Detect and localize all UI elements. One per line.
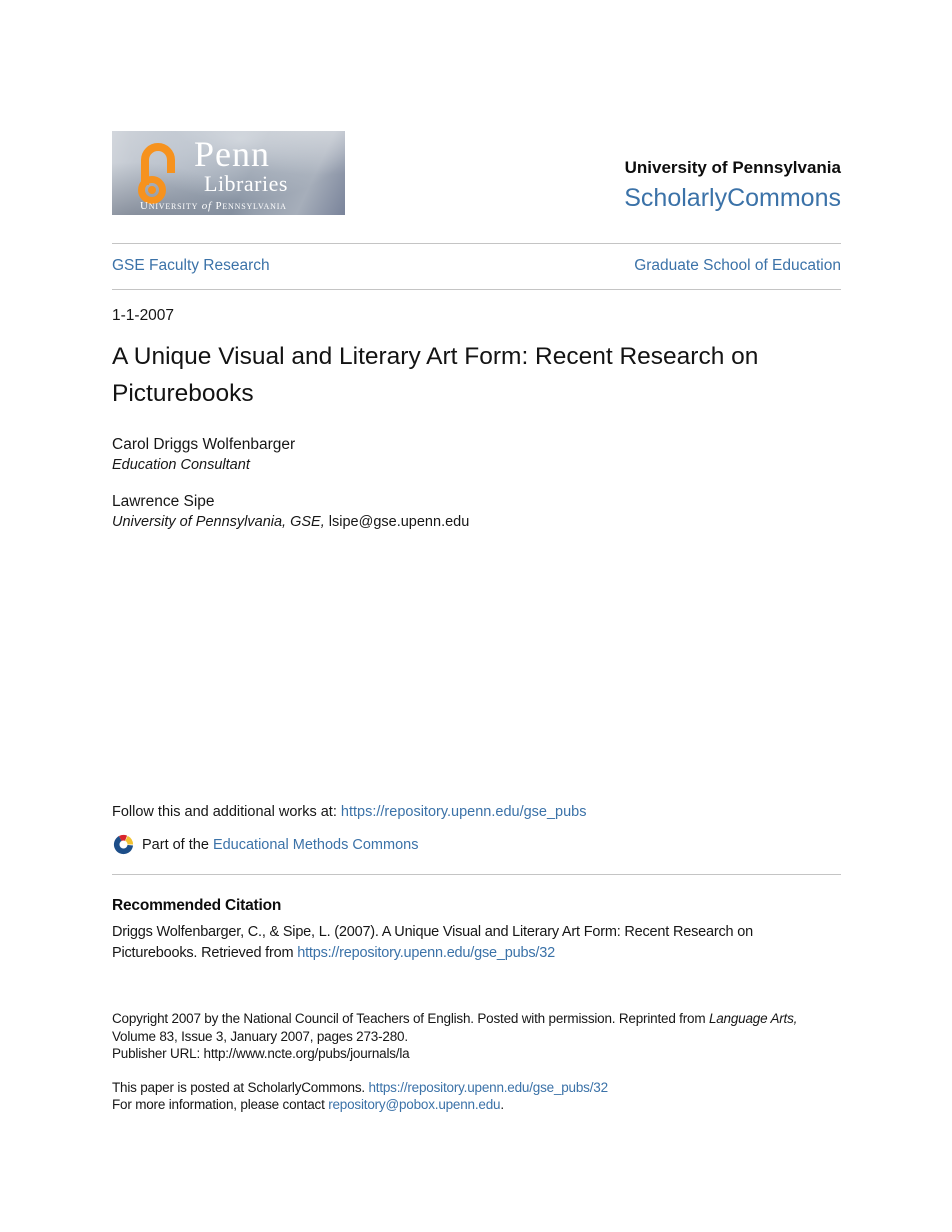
author-block [112,434,841,475]
penn-libraries-logo[interactable] [112,131,345,215]
logo-univ-word3: Pennsylvania [215,200,287,212]
copyright-comments [112,1010,841,1063]
contact-email-link[interactable]: repository@pobox.upenn.edu [328,1096,501,1112]
recommended-citation-heading: Recommended Citation [112,897,282,914]
part-of-line [112,833,841,856]
contact-text: For more information, please contact [112,1096,329,1112]
affiliation-italic: Education Consultant [112,457,250,473]
series-link-graduate-school-of-education[interactable]: Graduate School of Education [634,257,841,274]
recommended-citation-section [112,897,841,964]
article-title: A Unique Visual and Literary Art Form: Recent Research on Picturebooks [112,343,759,407]
citation-body: Driggs Wolfenbarger, C., & Sipe, L. (2007). A Unique Visual and Literary Art Form: Recent Research on Picturebooks. Retrieved from [112,924,753,961]
copyright-line1 [112,1010,841,1045]
contact-suffix: . [500,1096,504,1112]
repository-footer [112,1079,841,1113]
copyright-prefix: Copyright 2007 by the National Council of Teachers of English. Posted with permission. Reprinted from [112,1011,709,1026]
citation-link[interactable]: https://repository.upenn.edu/gse_pubs/32 [297,945,555,961]
author-affiliation [112,455,841,475]
part-of-text: Part of the [142,836,209,853]
divider-citation [112,874,841,875]
posted-at-text: This paper is posted at ScholarlyCommons. [112,1079,369,1095]
publisher-url-line: Publisher URL: http://www.ncte.org/pubs/journals/la [112,1046,410,1061]
author-name: Lawrence Sipe [112,493,215,510]
series-nav [112,257,841,275]
divider-top [112,243,841,244]
page-content [112,0,841,1113]
institution-name: University of Pennsylvania [624,158,841,177]
page-header [112,131,841,215]
author-affiliation [112,512,841,532]
author-name: Carol Driggs Wolfenbarger [112,436,296,453]
digital-commons-network-icon [112,833,135,856]
logo-university-text [140,200,287,212]
logo-univ-word2: of [201,200,212,212]
spacer [112,532,841,804]
series-link-gse-faculty-research[interactable]: GSE Faculty Research [112,257,270,274]
journal-name: Language Arts, [708,1011,798,1026]
contact-line [112,1096,841,1113]
follow-works-link[interactable]: https://repository.upenn.edu/gse_pubs [340,804,587,820]
logo-univ-word1: University [140,200,199,212]
affiliation-italic: University of Pennsylvania, GSE, [112,514,325,530]
open-lock-icon [132,139,184,205]
posted-at-line [112,1079,841,1096]
header-right [624,157,841,215]
publication-date: 1-1-2007 [112,307,175,324]
affiliation-rest: lsipe@gse.upenn.edu [324,514,470,530]
follow-works-line [112,804,841,820]
author-block [112,491,841,532]
logo-penn-text: Penn [194,134,270,174]
posted-at-link[interactable]: https://repository.upenn.edu/gse_pubs/32 [368,1079,608,1095]
logo-libraries-text: Libraries [204,171,288,196]
follow-works-text: Follow this and additional works at: [112,804,341,820]
recommended-citation-text [112,922,841,964]
commons-discipline-link[interactable]: Educational Methods Commons [212,836,419,853]
site-name[interactable]: ScholarlyCommons [624,184,841,212]
copyright-suffix: Volume 83, Issue 3, January 2007, pages 273-280. [112,1028,408,1044]
divider-series [112,289,841,290]
